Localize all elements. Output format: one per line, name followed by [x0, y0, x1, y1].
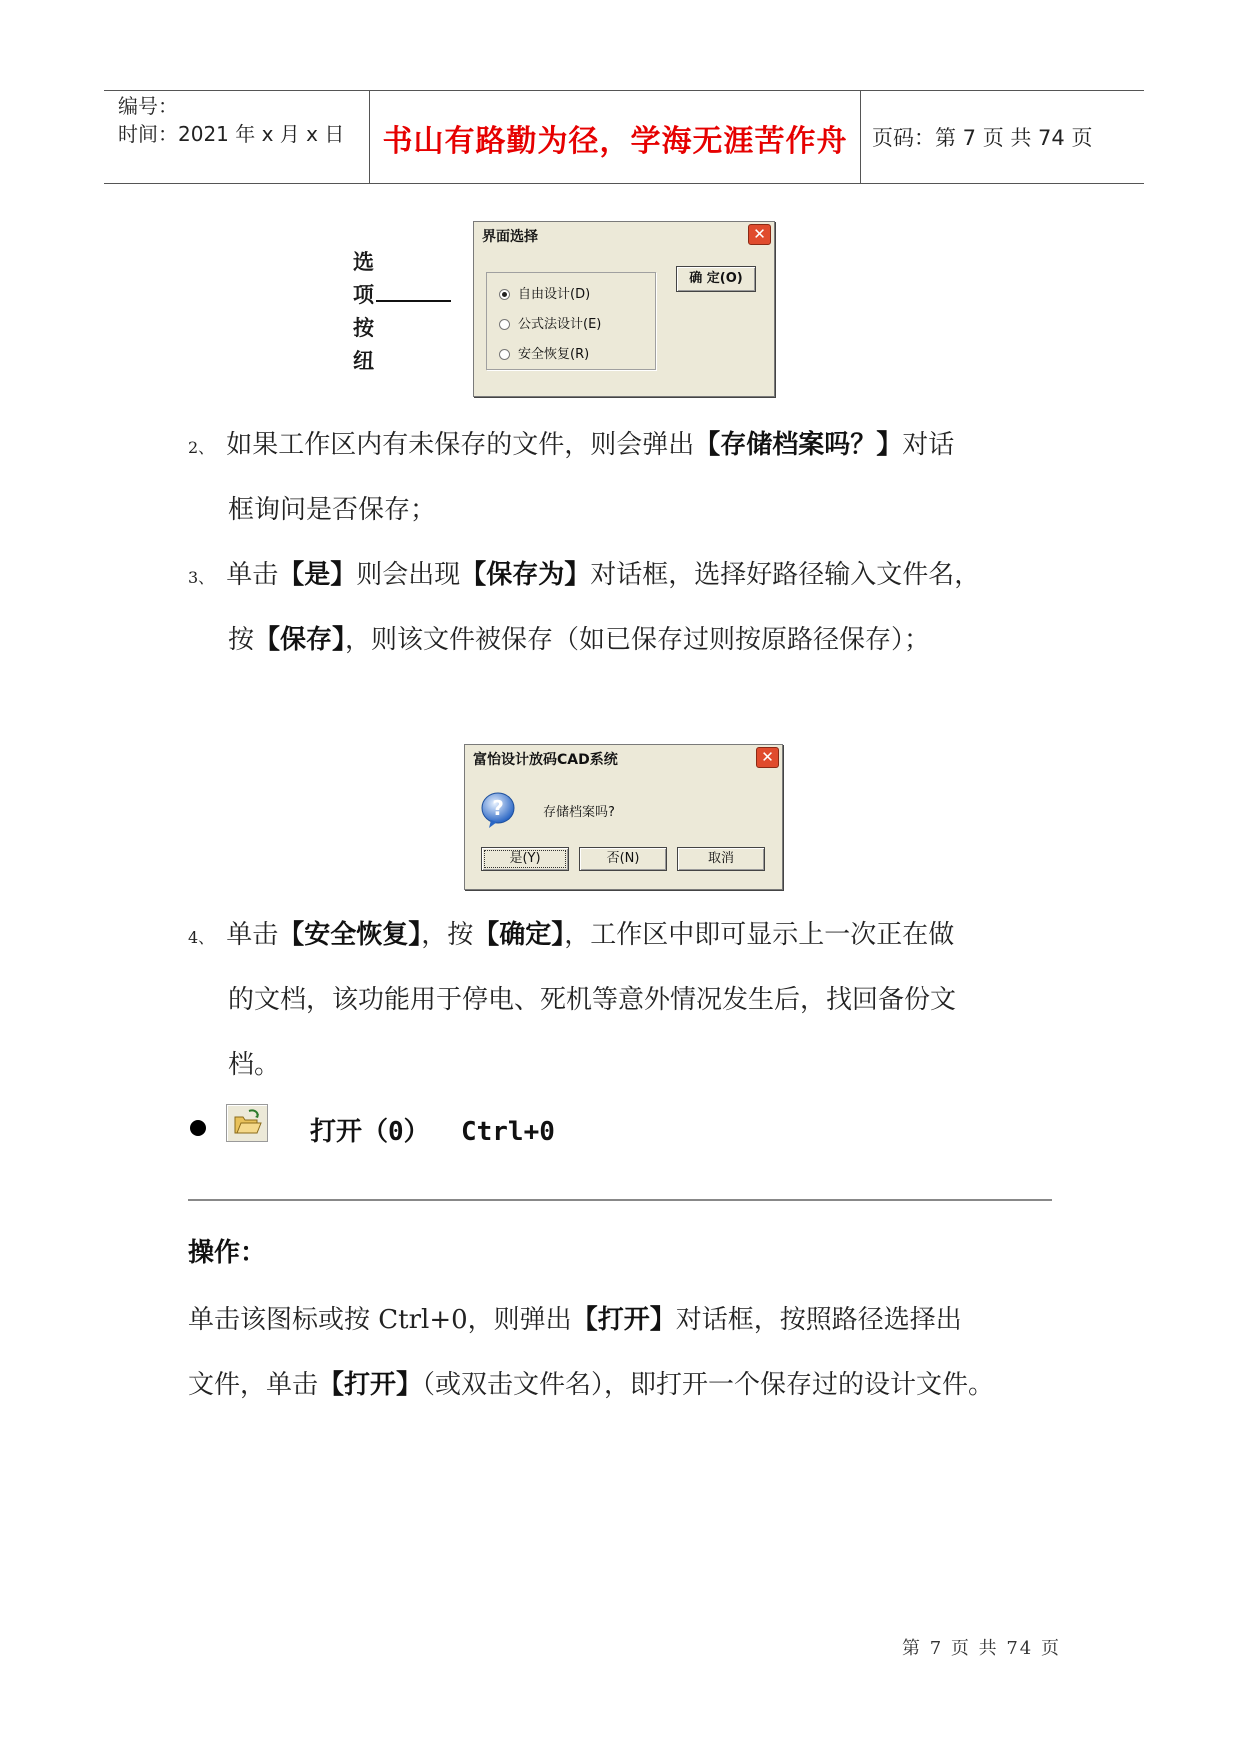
- dialog-title: 界面选择: [482, 229, 538, 245]
- close-icon[interactable]: ✕: [748, 224, 771, 245]
- item-2-line-1: 2、 如果工作区内有未保存的文件，则会弹出【存储档案吗？】对话: [188, 430, 955, 460]
- item-4-line-1: 4、 单击【安全恢复】，按【确定】，工作区中即可显示上一次正在做: [188, 920, 955, 950]
- operation-heading: 操作：: [188, 1238, 267, 1268]
- header-bottom-rule: [104, 183, 1144, 184]
- operation-line-1: 单击该图标或按 Ctrl+0，则弹出【打开】对话框，按照路径选择出: [188, 1305, 962, 1335]
- close-icon[interactable]: ✕: [756, 747, 779, 768]
- options-group: [486, 272, 656, 370]
- item-4-line-2: 的文档，该功能用于停电、死机等意外情况发生后，找回备份文: [228, 985, 957, 1015]
- label-char: 项: [353, 283, 374, 307]
- interface-select-dialog: [473, 221, 775, 397]
- radio-free-design[interactable]: 自由设计(D): [499, 283, 590, 302]
- header-time: 时间：2021 年 x 月 x 日: [118, 122, 345, 146]
- item-2-line-2: 框询问是否保存；: [228, 495, 437, 525]
- save-prompt-dialog: [464, 744, 783, 890]
- operation-line-2: 文件，单击【打开】（或双击文件名），即打开一个保存过的设计文件。: [188, 1370, 995, 1400]
- ok-button[interactable]: 确 定(O): [676, 266, 756, 292]
- bullet-icon: [190, 1120, 206, 1136]
- open-folder-icon[interactable]: [226, 1104, 268, 1142]
- header-divider-1: [369, 90, 370, 184]
- header-divider-2: [860, 90, 861, 184]
- radio-formula-design[interactable]: 公式法设计(E): [499, 313, 601, 332]
- question-icon: [481, 791, 515, 825]
- section-divider: [188, 1199, 1052, 1201]
- label-char: 选: [353, 250, 374, 274]
- dialog-titlebar: [465, 745, 782, 769]
- label-char: 纽: [353, 349, 374, 373]
- radio-icon: [499, 349, 510, 360]
- label-char: 按: [353, 316, 374, 340]
- label-pointer-line: [376, 300, 451, 302]
- svg-text:?: ?: [492, 796, 504, 820]
- radio-icon: [499, 319, 510, 330]
- item-4-line-3: 档。: [228, 1050, 281, 1080]
- no-button[interactable]: 否(N): [579, 847, 667, 871]
- radio-safe-recovery[interactable]: 安全恢复(R): [499, 343, 589, 362]
- option-button-label: [353, 246, 381, 378]
- item-3-line-2: 按【保存】，则该文件被保存（如已保存过则按原路径保存）；: [228, 625, 931, 655]
- header-top-rule: [104, 90, 1144, 91]
- radio-selected-icon: [499, 289, 510, 300]
- cancel-button[interactable]: 取消: [677, 847, 765, 871]
- header-motto: 书山有路勤为径，学海无涯苦作舟: [382, 124, 848, 159]
- header-number: 编号：: [118, 94, 178, 118]
- open-command-label: 打开（0） Ctrl+0: [310, 1117, 555, 1147]
- page-footer: 第 7 页 共 74 页: [902, 1638, 1061, 1659]
- dialog-titlebar: [474, 222, 774, 246]
- dialog-title: 富怡设计放码CAD系统: [473, 752, 618, 768]
- yes-button[interactable]: 是(Y): [481, 847, 569, 871]
- dialog-message: 存储档案吗?: [543, 805, 615, 820]
- item-3-line-1: 3、 单击【是】则会出现【保存为】对话框，选择好路径输入文件名，: [188, 560, 981, 590]
- header-page-info: 页码：第 7 页 共 74 页: [872, 126, 1093, 150]
